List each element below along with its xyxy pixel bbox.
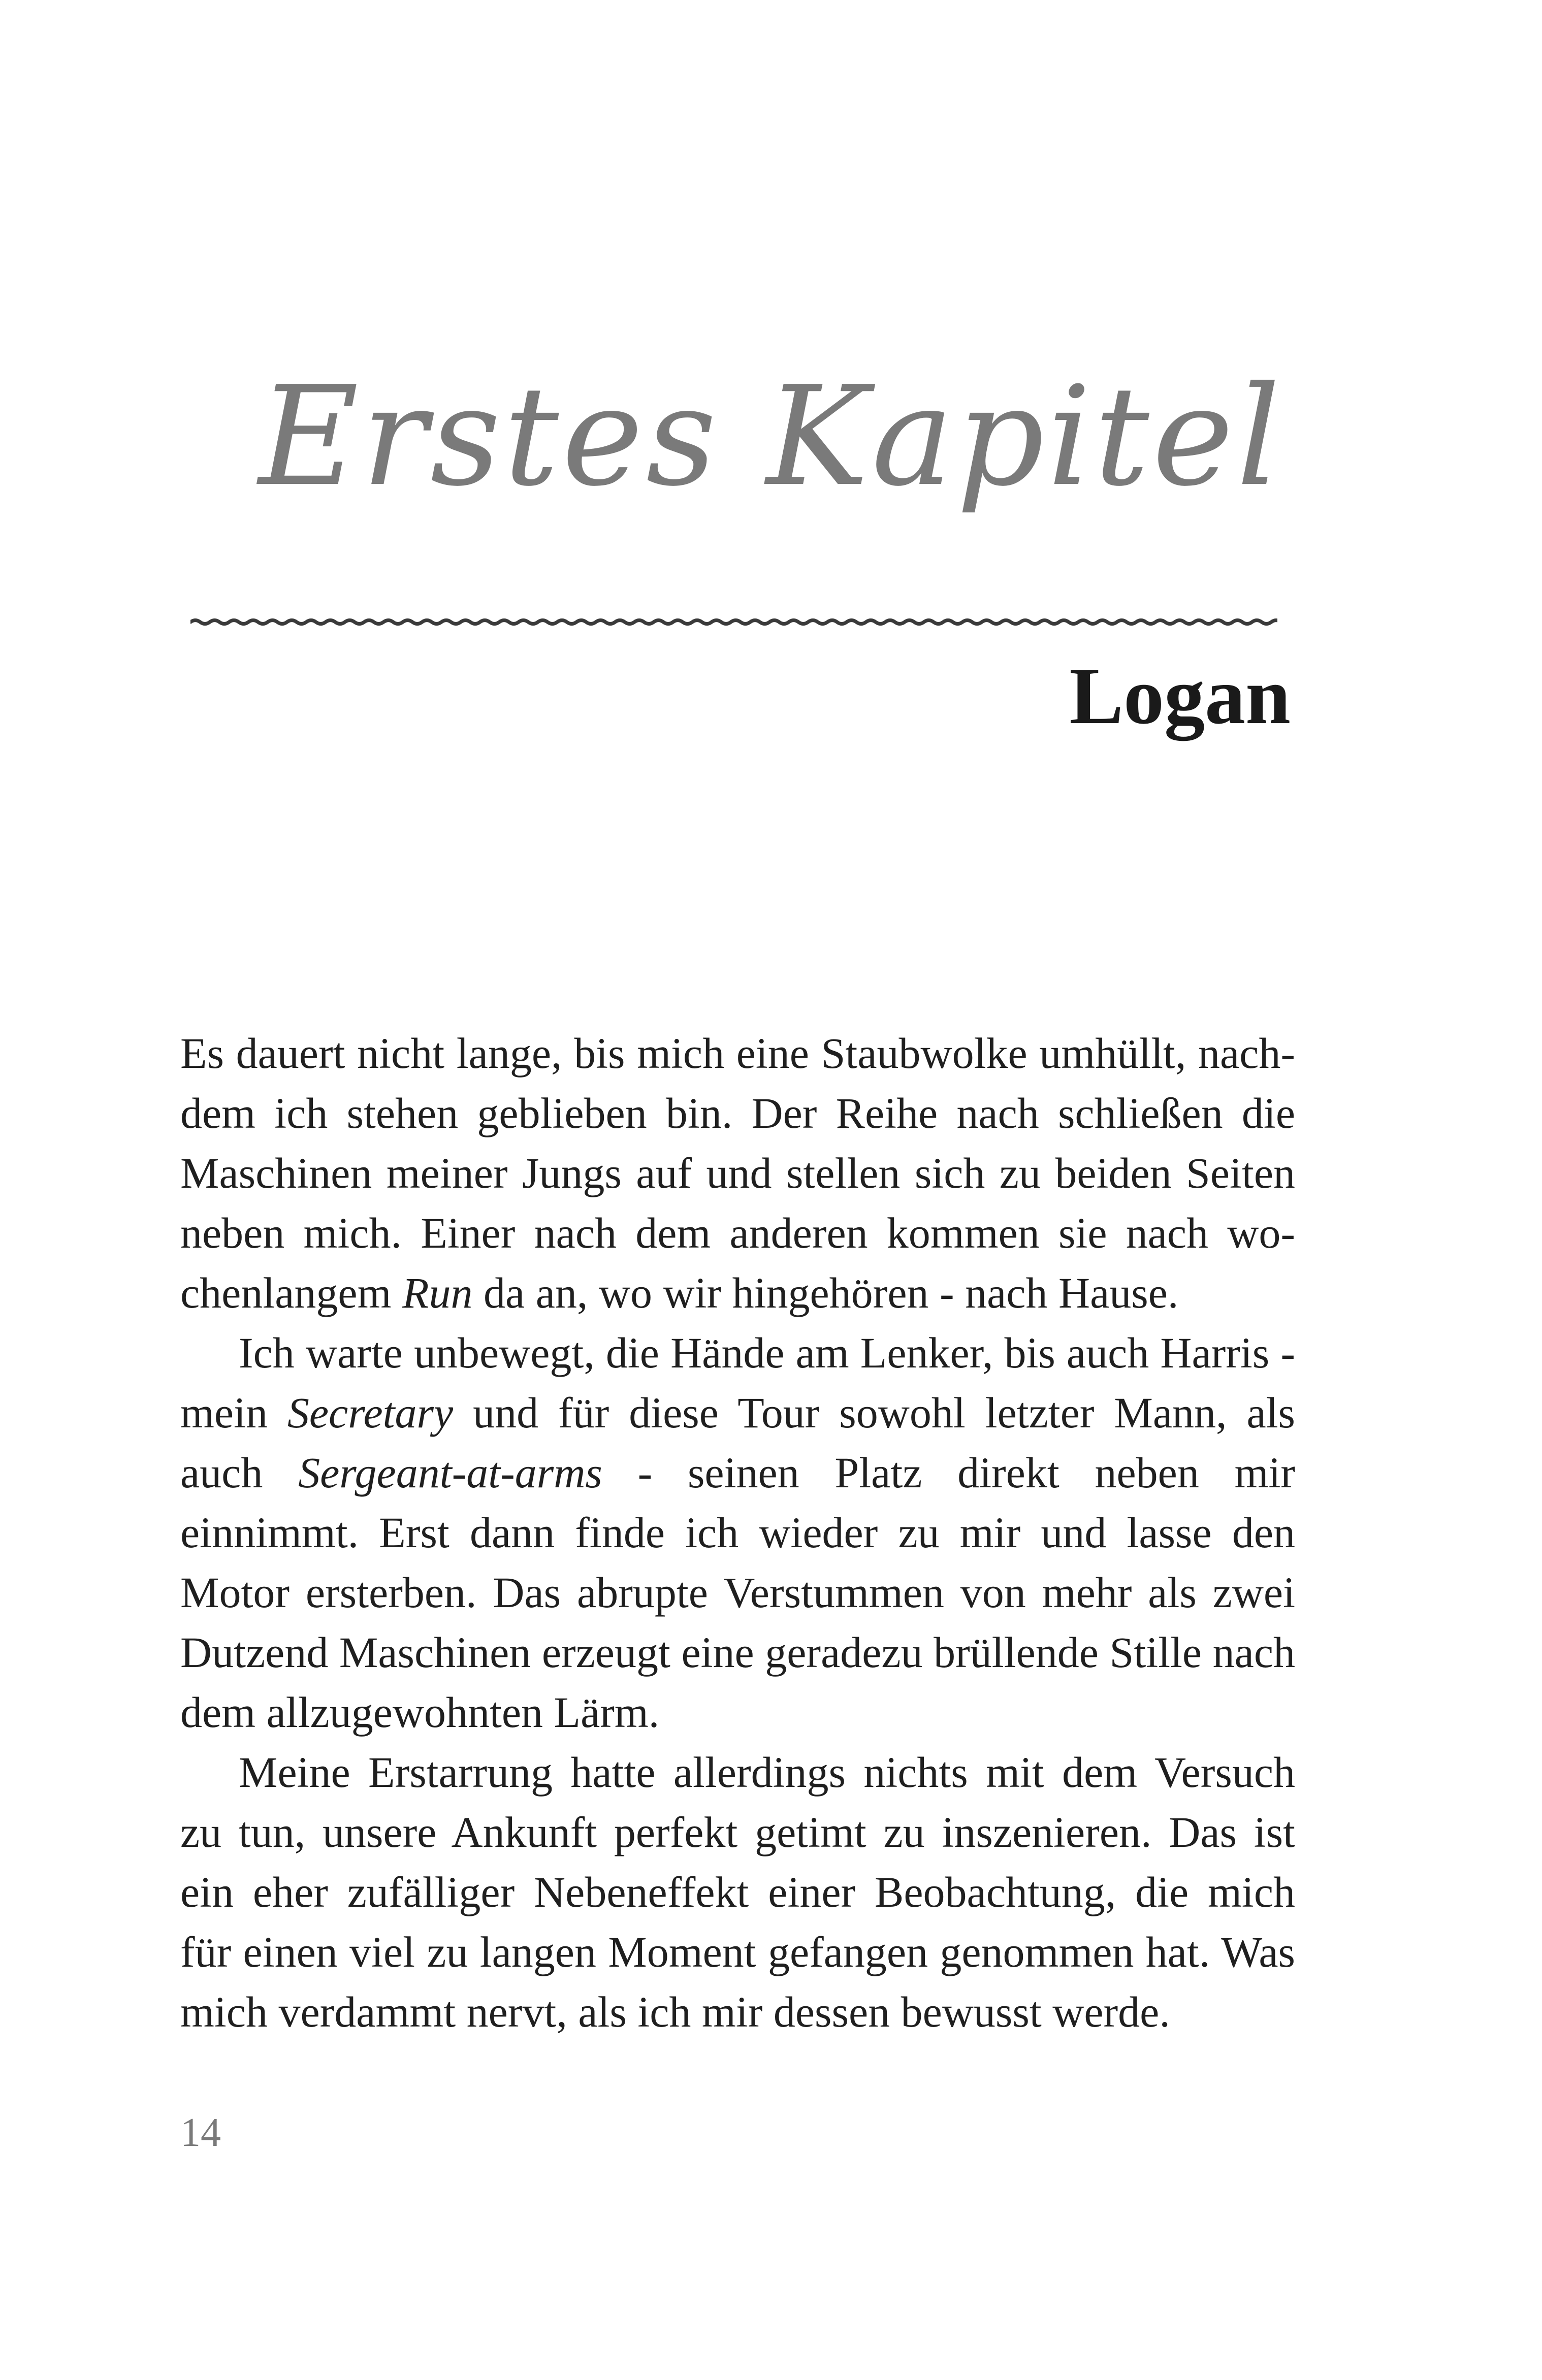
- wavy-divider: [190, 612, 1277, 632]
- paragraph-3-segment: Meine Erstarrung hatte allerdings nichts mit dem Versuch zu tun, unsere Ankunft perfekt getimt zu inszenieren. Das ist ein eher zufälliger Nebeneffekt einer Beobachtung, die mich für einen viel zu langen Moment gefangen genommen hat. Was mich verdammt nervt, als ich mir dessen bewusst werde.: [180, 1748, 1295, 2036]
- paragraph-1: [180, 1023, 1295, 1323]
- chapter-title: Erstes Kapitel: [259, 356, 1283, 516]
- paragraph-1-segment: Es dauert nicht lange, bis mich eine Staubwolke umhüllt, nachdem ich stehen geblieben bin. Der Reihe nach schließen die Maschinen meiner Jungs auf und stellen sich zu beiden Seiten neben mich. Einer nach dem anderen kommen sie nach wochenlangem: [180, 1029, 1295, 1317]
- paragraph-2: [180, 1323, 1295, 1742]
- paragraph-1-italic-run: Run: [402, 1268, 473, 1317]
- body-text: [180, 1023, 1295, 2042]
- paragraph-2-segment: - seinen Platz direkt neben mir einnimmt. Erst dann finde ich wieder zu mir und lasse den Motor ersterben. Das abrupte Verstummen von mehr als zwei Dutzend Maschinen erzeugt eine geradezu brüllende Stille nach dem allzugewohnten Lärm.: [180, 1448, 1295, 1737]
- page-number: 14: [180, 2110, 221, 2155]
- paragraph-2-segment: Ich warte unbewegt, die Hände am Lenker, bis auch Harris - mein: [180, 1328, 1295, 1437]
- paragraph-2-italic-secretary: Secretary: [287, 1388, 454, 1437]
- chapter-pov-name: Logan: [1069, 650, 1291, 741]
- paragraph-3: [180, 1742, 1295, 2042]
- paragraph-1-segment: da an, wo wir hingehören - nach Hause.: [472, 1268, 1179, 1317]
- paragraph-2-italic-sergeant: Sergeant-at-arms: [298, 1448, 602, 1497]
- paragraph-2-segment: und für diese Tour sowohl letzter Mann, als auch: [180, 1388, 1295, 1497]
